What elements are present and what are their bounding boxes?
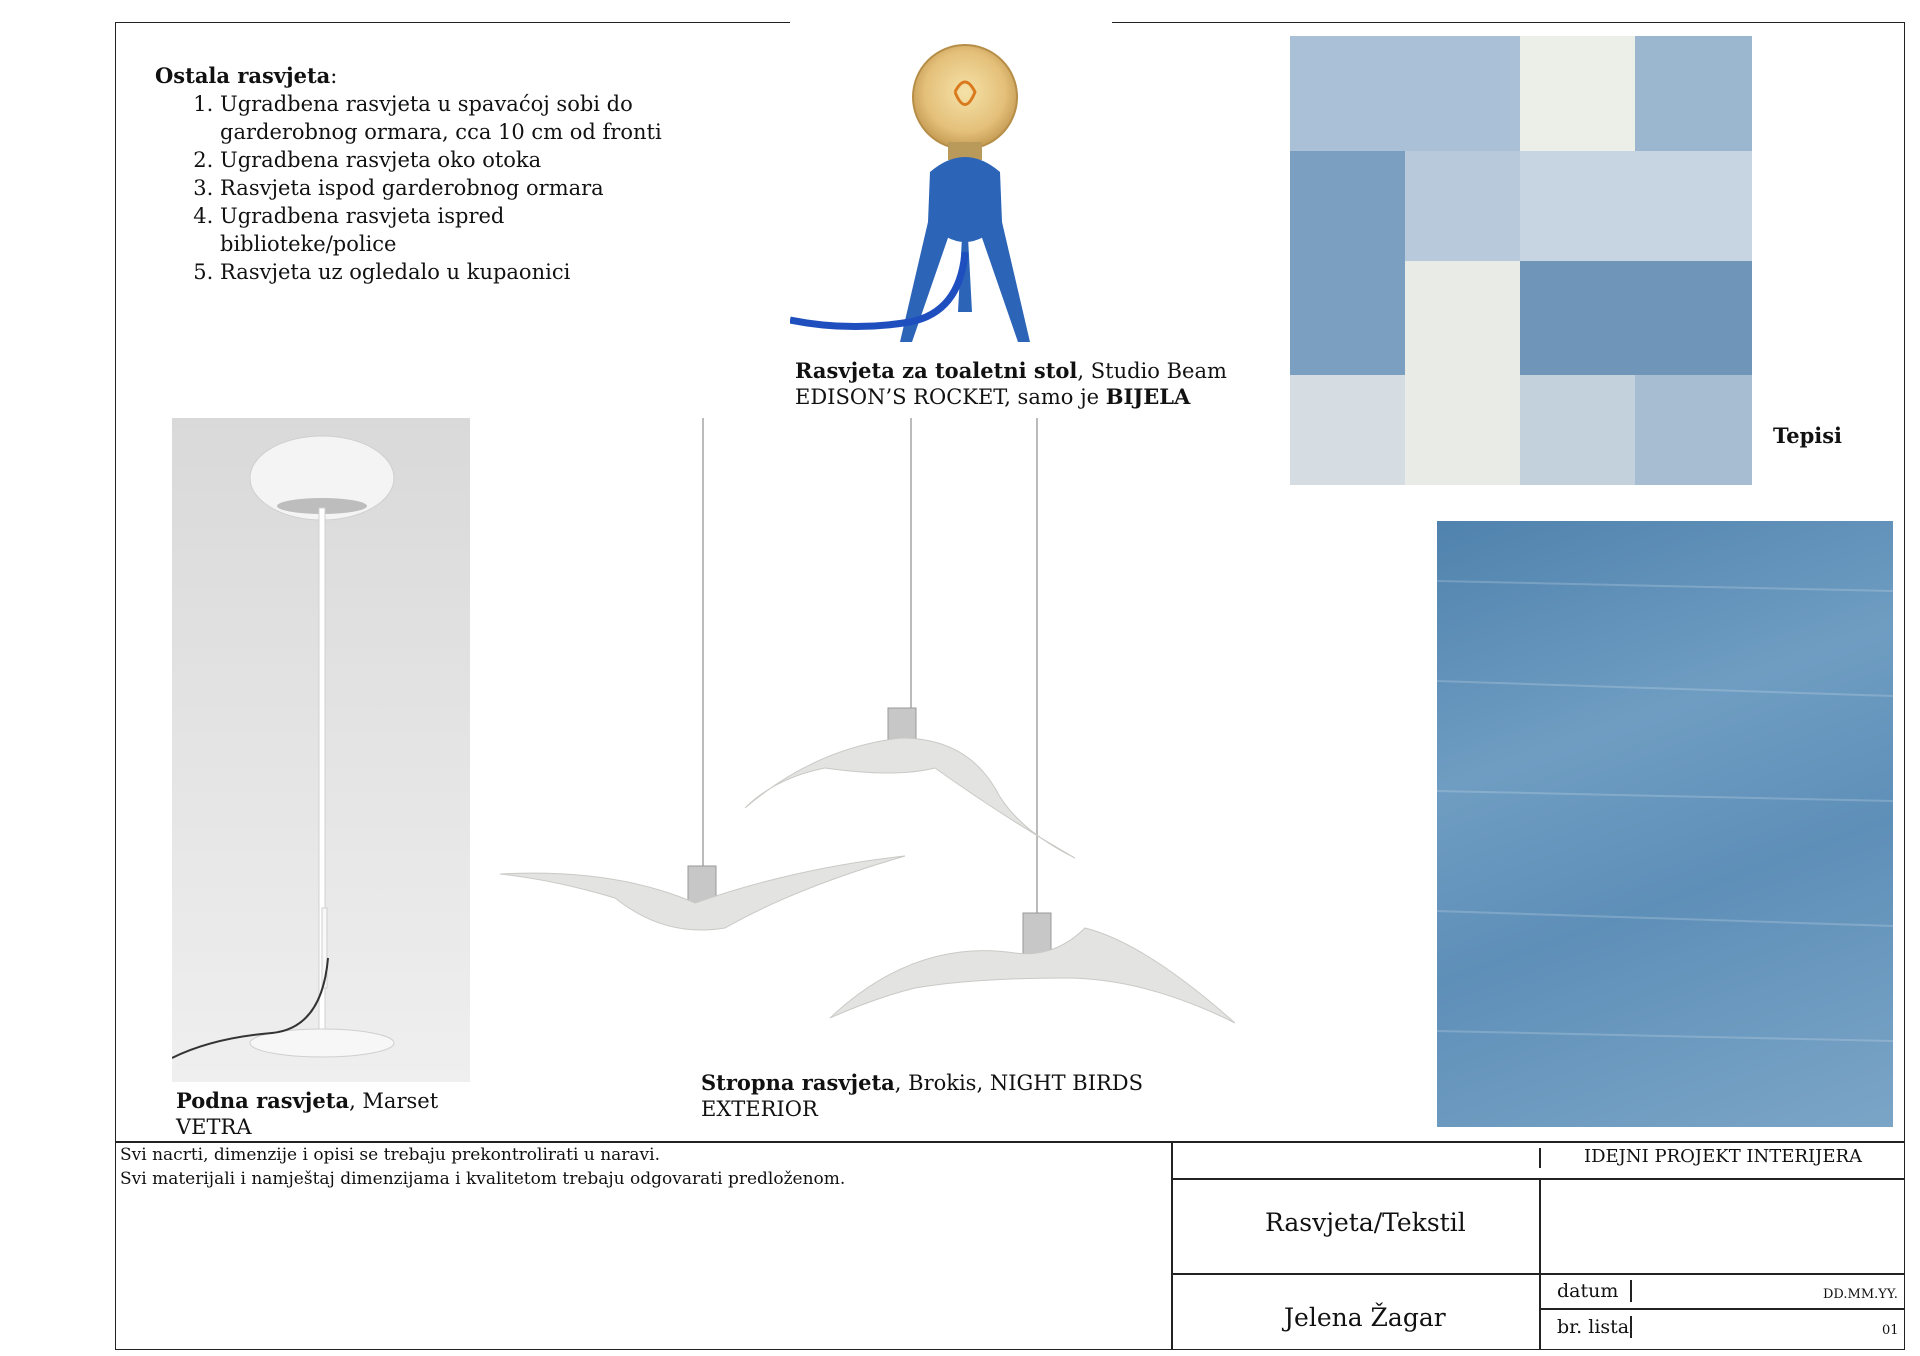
floor-lamp-caption-bold: Podna rasvjeta — [176, 1088, 350, 1113]
other-lighting-title: Ostala rasvjeta — [155, 63, 331, 88]
title-block-divider-right — [1539, 1178, 1541, 1350]
ceiling-lamp-image — [495, 418, 1245, 1038]
ceiling-lamp-caption-text2: EXTERIOR — [701, 1097, 818, 1121]
title-block-divider-main — [1171, 1141, 1173, 1350]
list-item: 5. Rasvjeta uz ogledalo u kupaonici — [220, 258, 675, 286]
list-item: 2. Ugradbena rasvjeta oko otoka — [220, 146, 675, 174]
ceiling-lamp-caption-bold: Stropna rasvjeta — [701, 1070, 895, 1095]
title-block-row2 — [1171, 1273, 1905, 1275]
floor-lamp-image — [172, 418, 470, 1082]
ceiling-lamp-caption — [701, 1070, 1201, 1122]
list-item: 3. Rasvjeta ispod garderobnog ormara — [220, 174, 675, 202]
note-1: Svi nacrti, dimenzije i opisi se trebaju prekontrolirati u naravi. — [120, 1145, 660, 1165]
table-lamp-caption-bold2: BIJELA — [1105, 384, 1191, 409]
project-name: IDEJNI PROJEKT INTERIJERA — [1584, 1146, 1863, 1167]
other-lighting-list — [155, 90, 675, 286]
sheet-title: Rasvjeta/Tekstil — [1265, 1208, 1466, 1237]
sheet-number-label: br. lista — [1557, 1316, 1630, 1338]
date-value: DD.MM.YY. — [1823, 1287, 1898, 1302]
other-lighting-section — [155, 62, 675, 286]
patchwork-rug-image — [1290, 36, 1752, 485]
date-label: datum — [1557, 1280, 1619, 1302]
author-name: Jelena Žagar — [1284, 1303, 1446, 1332]
date-value-divider — [1630, 1280, 1632, 1302]
note-2: Svi materijali i namještaj dimenzijama i kvalitetom trebaju odgovarati predloženom. — [120, 1169, 846, 1189]
list-item: 4. Ugradbena rasvjeta ispred biblioteke/police — [220, 202, 675, 258]
table-lamp-caption-bold: Rasvjeta za toaletni stol — [795, 358, 1078, 383]
blue-rug-image — [1437, 521, 1893, 1127]
list-item: 1. Ugradbena rasvjeta u spavaćoj sobi do garderobnog ormara, cca 10 cm od fronti — [220, 90, 675, 146]
ceiling-lamp-caption-text: , Brokis, NIGHT BIRDS — [894, 1071, 1144, 1095]
floor-lamp-caption-text2: VETRA — [176, 1115, 252, 1139]
title-block-divider-project — [1539, 1148, 1541, 1168]
floor-lamp-caption-text: , Marset — [349, 1089, 439, 1113]
table-lamp-caption — [795, 358, 1255, 410]
carpets-label — [1773, 423, 1842, 449]
title-colon: : — [330, 64, 338, 88]
title-block-row1 — [1171, 1178, 1905, 1180]
table-lamp-caption-text2: EDISON’S ROCKET, samo je — [795, 385, 1106, 409]
title-block-row3 — [1539, 1308, 1905, 1310]
sheet-no-value-divider — [1630, 1316, 1632, 1338]
table-lamp-caption-text1: , Studio Beam — [1077, 359, 1227, 383]
floor-lamp-caption — [176, 1088, 496, 1140]
table-lamp-image — [790, 22, 1112, 352]
carpets-label-text: Tepisi — [1773, 423, 1843, 448]
sheet-number-value: 01 — [1882, 1323, 1899, 1338]
